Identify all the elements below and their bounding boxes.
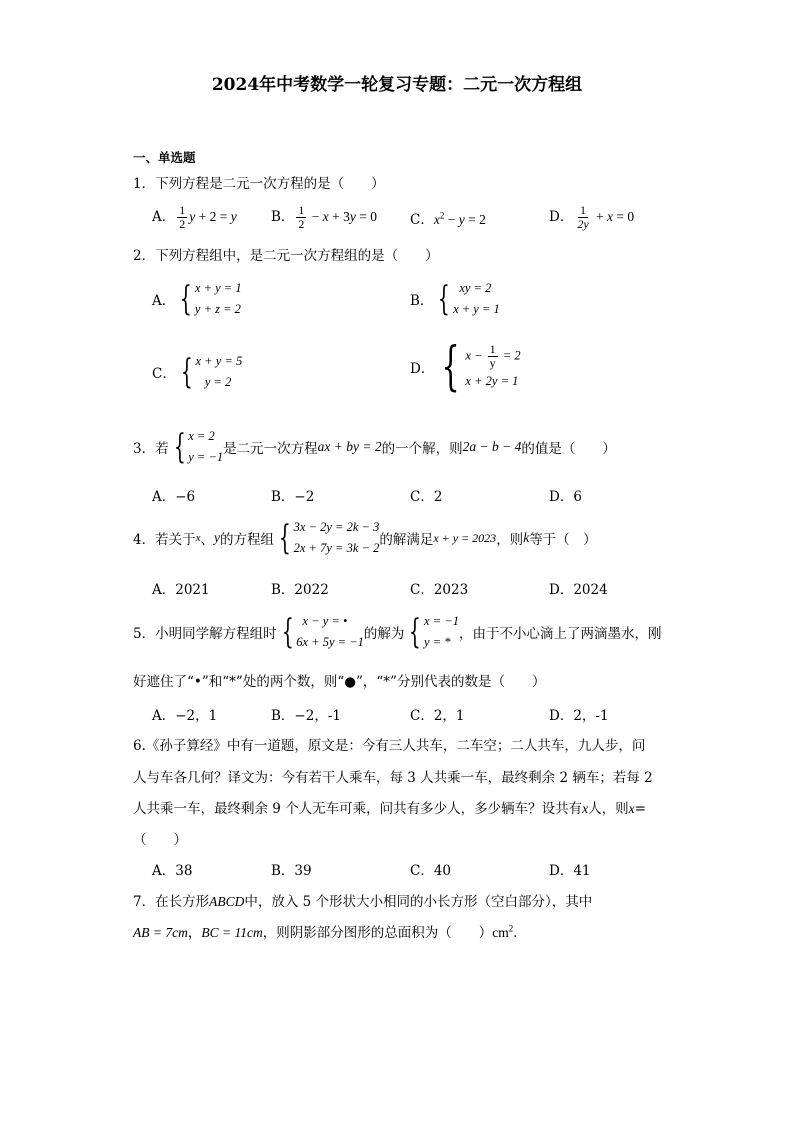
q4-option-d: D．2024 — [549, 582, 608, 598]
q1-option-a: A． $\frac{1}{2}$ y + 2 = y — [152, 203, 237, 231]
question-7-line-1: 7．在长方形ABCD中，放入 5 个形状大小相同的小长方形（空白部分），其中 — [133, 894, 593, 910]
q6-option-a: A．38 — [152, 863, 193, 879]
question-3-stem: 3．若 { x = 2 y = −1 是二元一次方程 ax + by = 2 的一个解，则 2a − b − 4 的值是（ ） — [133, 427, 616, 467]
q3-option-b: B．−2 — [271, 489, 315, 505]
q2-option-c: C． { x + y = 5 y = 2 — [152, 352, 243, 392]
q5-option-d: D．2，-1 — [549, 708, 609, 724]
q1-option-c: C．$x^2 - y = 2$ — [410, 210, 486, 228]
page-title: 2024年中考数学一轮复习专题：二元一次方程组 — [211, 75, 583, 95]
q5-option-b: B．−2，-1 — [271, 708, 341, 724]
question-6-line-1: 6.《孙子算经》中有一道题，原文是：今有三人共车，二车空；二人共车，九人步，问 — [133, 738, 646, 754]
q1-option-d: D． $\frac{1}{2y}$ + x = 0 — [549, 203, 635, 231]
q4-option-a: A．2021 — [152, 582, 210, 598]
q4-option-c: C．2023 — [410, 582, 469, 598]
question-5-line-2: 好遮住了“•”和“*”处的两个数，则“●”，“*”分别代表的数是（ ） — [133, 674, 546, 690]
q5-option-a: A．−2，1 — [152, 708, 218, 724]
q3-option-a: A．−6 — [152, 489, 196, 505]
question-2-stem: 2．下列方程组中，是二元一次方程组的是（ ） — [133, 248, 439, 264]
question-7-line-2: AB = 7cm，BC = 11cm，则阴影部分图形的总面积为（ ）$cm^2$． — [133, 923, 527, 941]
q2-option-b: B． { xy = 2 x + y = 1 — [410, 279, 500, 319]
section-heading: 一、单选题 — [133, 150, 196, 165]
q6-option-d: D．41 — [549, 863, 591, 879]
q1-option-b: B． $\frac{1}{2}$ − x + 3y = 0 — [271, 203, 378, 231]
q4-option-b: B．2022 — [271, 582, 329, 598]
question-4-stem: 4．若关于 x 、 y 的方程组 { 3x − 2y = 2k − 3 2x + 7y = 3k − 2 的解满足 x + y = 2023 ，则 k 等于（ ） — [133, 518, 597, 558]
question-1-stem: 1．下列方程是二元一次方程的是（ ） — [133, 176, 385, 192]
q3-option-c: C．2 — [410, 489, 443, 505]
q5-option-c: C．2，1 — [410, 708, 465, 724]
q2-option-a: A． { x + y = 1 y + z = 2 — [152, 279, 242, 319]
q2-option-d: D． { x − $\frac{1}{y}$ = 2 x + 2y = 1 — [410, 337, 521, 397]
q3-option-d: D．6 — [549, 489, 582, 505]
question-6-line-2: 人与车各几何？译文为：今有若干人乘车，每 3 人共乘一车，最终剩余 2 辆车；若每 2 — [133, 770, 653, 786]
question-6-line-4: （ ） — [133, 832, 187, 848]
question-6-line-3: 人共乘一车，最终剩余 9 个人无车可乘，问共有多少人，多少辆车？设共有x人，则x= — [133, 801, 646, 817]
question-5-stem: 5．小明同学解方程组时 { x − y = • 6x + 5y = −1 的解为 { x = −1 y = * ，由于不小心滴上了两滴墨水，刚 — [133, 612, 662, 652]
q6-option-c: C．40 — [410, 863, 452, 879]
q6-option-b: B．39 — [271, 863, 312, 879]
